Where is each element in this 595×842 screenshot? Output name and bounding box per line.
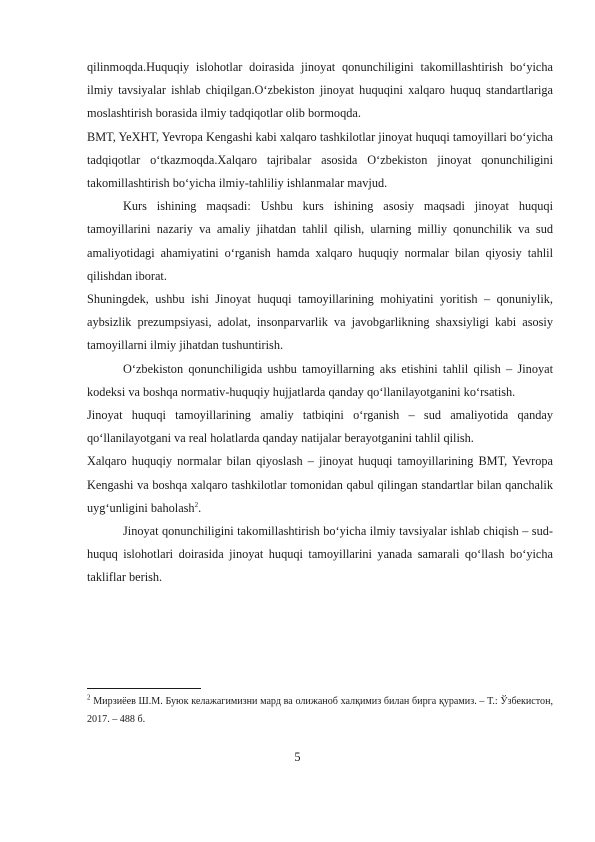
paragraph-7: [87, 450, 553, 520]
page-number: 5: [294, 750, 301, 764]
paragraph-7-text: Xalqaro huquqiy normalar bilan qiyoslash – jinoyat huquqi tamoyillarining BMT, Yevropa Kengashi va boshqa xalqaro tashkilotlar tomonidan qabul qilingan standartlar bilan qanchalik uyg‘unligini baholash: [87, 454, 553, 515]
paragraph-6: Jinoyat huquqi tamoyillarining amaliy tatbiqini o‘rganish – sud amaliyotida qanday qo‘llanilayotgani va real holatlarda qanday natijalar berayotganini tahlil qilish.: [87, 408, 553, 446]
paragraph-3: Kurs ishining maqsadi: Ushbu kurs ishining asosiy maqsadi jinoyat huquqi tamoyillarini nazariy va amaliy jihatdan tahlil qilish, ularning milliy qonunchilik va sud amaliyotidagi ahamiyatini o‘rganish hamda xalqaro huquqiy normalar bilan qiyosiy tahlil qilishdan iborat.: [87, 199, 553, 283]
footnote-text: Мирзиёев Ш.М. Буюк келажагимизни мард ва олижаноб халқимиз билан бирга қурамиз. – Т.: Ўзбекистон, 2017. – 488 б.: [87, 696, 553, 725]
footnote-reference[interactable]: 2: [194, 500, 199, 509]
paragraph-8: Jinoyat qonunchiligini takomillashtirish bo‘yicha ilmiy tavsiyalar ishlab chiqish – sud-huquq islohotlari doirasida jinoyat huquqi tamoyillarini yanada samarali qo‘llash bo‘yicha takliflar berish.: [87, 524, 553, 585]
paragraph-5: O‘zbekiston qonunchiligida ushbu tamoyillarning aks etishini tahlil qilish – Jinoyat kodeksi va boshqa normativ-huquqiy hujjatlarda qanday qo‘llanilayotganini ko‘rsatish.: [87, 361, 553, 399]
paragraph-4: Shuningdek, ushbu ishi Jinoyat huquqi tamoyillarining mohiyatini yoritish – qonuniylik, aybsizlik prezumpsiyasi, adolat, insonparvarlik va javobgarlikning shaxsiyligi kabi asosiy tamoyillarni ilmiy jihatdan tushuntirish.: [87, 292, 553, 353]
paragraph-2: BMT, YeXHT, Yevropa Kengashi kabi xalqaro tashkilotlar jinoyat huquqi tamoyillari bo‘yicha tadqiqotlar o‘tkazmoqda.Xalqaro tajribalar asosida O‘zbekiston jinoyat qonunchiligini takomillashtirish bo‘yicha ilmiy-tahliliy ishlanmalar mavjud.: [87, 129, 553, 191]
paragraph-7-tail: .: [198, 500, 202, 515]
document-body: [87, 56, 553, 590]
footnote-separator: [87, 688, 201, 689]
footnote: [87, 693, 553, 729]
footnote-marker: 2: [87, 693, 91, 702]
paragraph-1: qilinmoqda.Huquqiy islohotlar doirasida jinoyat qonunchiligini takomillashtirish bo‘yicha ilmiy tavsiyalar ishlab chiqilgan.O‘zbekiston jinoyat huquqini xalqaro huquq standartlariga moslashtirish borasida ilmiy tadqiqotlar olib bormoqda.: [87, 60, 553, 121]
